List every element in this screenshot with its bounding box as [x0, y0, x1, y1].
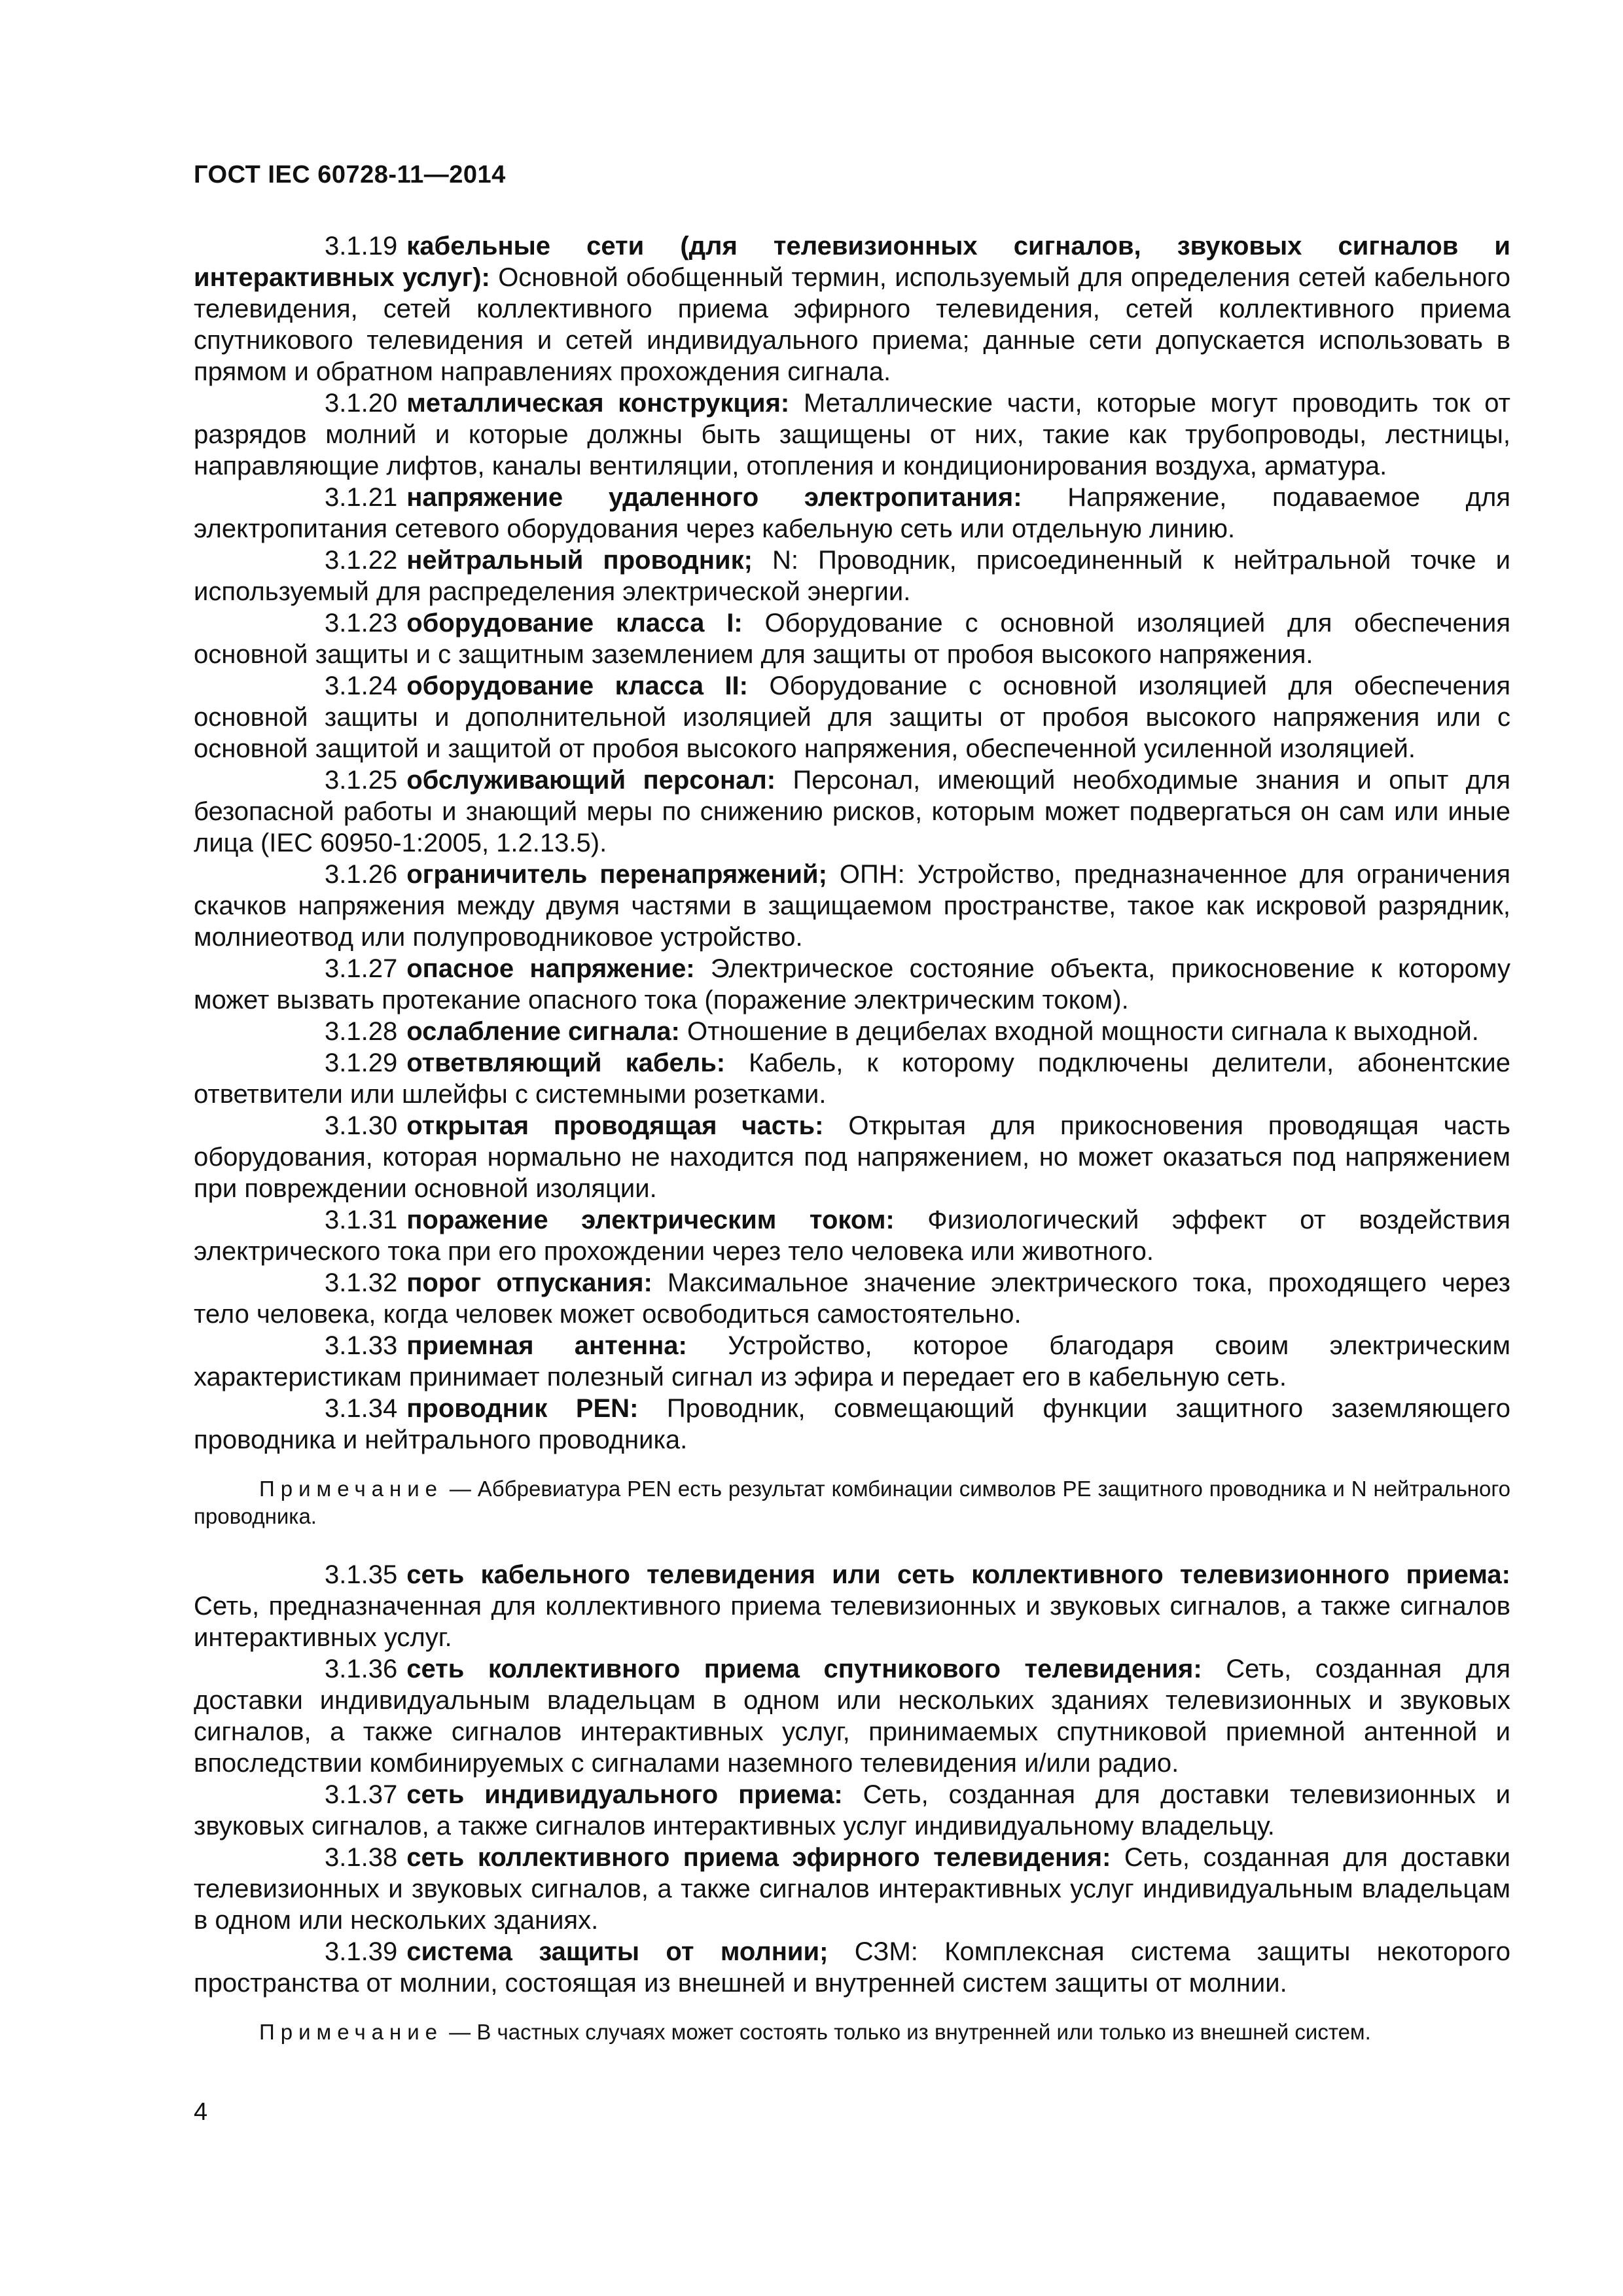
term-number: 3.1.21 — [325, 483, 398, 512]
term-number: 3.1.19 — [325, 232, 398, 260]
term-number: 3.1.25 — [325, 766, 398, 795]
note — [194, 2018, 1510, 2046]
term-number: 3.1.27 — [325, 954, 398, 983]
term-definition: Сеть, созданная для доставки телевизионных и звуковых сигналов, а также сигналов интерактивных услуг индивидуальным владельцам в одном или нескольких зданиях. — [194, 1843, 1510, 1935]
term-number: 3.1.23 — [325, 609, 398, 637]
term-entry — [194, 953, 1510, 1016]
term-definition: Оборудование с основной изоляцией для обеспечения основной защиты и дополнительной изоляцией для защиты от пробоя высокого напряжения или с основной защитой и защитой от пробоя высокого напряжения, обеспеченной усиленной изоляцией. — [194, 672, 1510, 763]
term-definition: Кабель, к которому подключены делители, абонентские ответвители или шлейфы с системными розетками. — [194, 1049, 1511, 1109]
terms-list — [194, 230, 1510, 1456]
term-definition: Сеть, созданная для доставки телевизионных и звуковых сигналов, а также сигналов интерактивных услуг индивидуальному владельцу. — [194, 1780, 1510, 1840]
term-definition: СЗМ: Комплексная система защиты некоторого пространства от молнии, состоящая из внешней и внутренней систем защиты от молнии. — [194, 1937, 1511, 1998]
term-number: 3.1.36 — [325, 1655, 398, 1683]
term-title: опасное напряжение: — [406, 954, 695, 983]
term-number: 3.1.39 — [325, 1937, 398, 1966]
term-entry — [194, 1267, 1510, 1330]
term-title: ответвляющий кабель: — [406, 1049, 726, 1077]
term-title: ослабление сигнала: — [406, 1017, 680, 1046]
term-title: приемная антенна: — [406, 1331, 687, 1360]
term-number: 3.1.35 — [325, 1560, 398, 1589]
terms-list — [194, 1559, 1510, 1999]
term-entry — [194, 1779, 1510, 1842]
term-entry — [194, 607, 1510, 670]
term-definition: Физиологический эффект от воздействия электрического тока при его прохождении через тело человека или животного. — [194, 1206, 1511, 1266]
term-title: металлическая конструкция: — [406, 389, 790, 418]
document-header: ГОСТ IEC 60728-11—2014 — [194, 161, 506, 188]
term-entry — [194, 1559, 1510, 1653]
document-body — [194, 230, 1510, 2046]
note-label: Примечание — [259, 2020, 444, 2044]
term-title: сеть индивидуального приема: — [406, 1780, 843, 1809]
term-definition: N: Проводник, присоединенный к нейтральной точке и используемый для распределения электрической энергии. — [194, 546, 1510, 606]
term-definition: Напряжение, подаваемое для электропитания сетевого оборудования через кабельную сеть или отдельную линию. — [194, 483, 1511, 543]
term-entry — [194, 859, 1510, 953]
term-entry — [194, 387, 1510, 482]
term-definition: Электрическое состояние объекта, прикосновение к которому может вызвать протекание опасного тока (поражение электрическим током). — [194, 954, 1510, 1014]
term-definition: Максимальное значение электрического тока, проходящего через тело человека, когда человек может освободиться самостоятельно. — [194, 1268, 1511, 1329]
term-entry — [194, 230, 1510, 387]
term-definition: Отношение в децибелах входной мощности сигнала к выходной. — [679, 1017, 1479, 1046]
term-title: сеть коллективного приема эфирного телевидения: — [406, 1843, 1111, 1872]
term-number: 3.1.28 — [325, 1017, 398, 1046]
term-number: 3.1.20 — [325, 389, 398, 418]
term-number: 3.1.22 — [325, 546, 398, 575]
term-definition: ОПН: Устройство, предназначенное для ограничения скачков напряжения между двумя частями в защищаемом пространстве, такое как искровой разрядник, молниеотвод или полупроводниковое устройство. — [194, 860, 1511, 952]
term-definition: Металлические части, которые могут проводить ток от разрядов молний и которые должны быть защищены от них, такие как трубопроводы, лестницы, направляющие лифтов, каналы вентиляции, отопления и кондиционирования воздуха, арматура. — [194, 389, 1510, 480]
term-definition: Сеть, созданная для доставки индивидуальным владельцам в одном или нескольких зданиях телевизионных и звуковых сигналов, а также сигналов интерактивных услуг, принимаемых спутниковой приемной антенной и впоследствии комбинируемых с сигналами наземного телевидения и/или радио. — [194, 1655, 1511, 1778]
term-title: порог отпускания: — [406, 1268, 652, 1297]
term-title: сеть кабельного телевидения или сеть коллективного телевизионного приема: — [406, 1560, 1510, 1589]
term-entry — [194, 670, 1510, 764]
term-entry — [194, 1842, 1510, 1936]
term-title: нейтральный проводник; — [406, 546, 753, 575]
note — [194, 1475, 1510, 1530]
term-entry — [194, 1330, 1510, 1393]
term-number: 3.1.33 — [325, 1331, 398, 1360]
term-title: ограничитель перенапряжений; — [406, 860, 827, 889]
term-number: 3.1.34 — [325, 1394, 398, 1423]
term-title: обслуживающий персонал: — [406, 766, 776, 795]
term-number: 3.1.31 — [325, 1206, 398, 1234]
term-title: оборудование класса I: — [406, 609, 743, 637]
term-entry — [194, 1204, 1510, 1267]
term-number: 3.1.37 — [325, 1780, 398, 1809]
term-entry — [194, 1393, 1510, 1456]
term-number: 3.1.24 — [325, 672, 398, 700]
term-title: кабельные сети (для телевизионных сигналов, звуковых сигналов и интерактивных услуг): — [194, 232, 1510, 292]
note-label: Примечание — [259, 1477, 444, 1501]
term-entry — [194, 1110, 1510, 1204]
page-number: 4 — [194, 2098, 208, 2126]
term-title: сеть коллективного приема спутникового телевидения: — [406, 1655, 1202, 1683]
term-title: проводник PEN: — [406, 1394, 639, 1423]
term-entry — [194, 1936, 1510, 1999]
term-title: открытая проводящая часть: — [406, 1111, 824, 1140]
term-title: оборудование класса II: — [406, 672, 748, 700]
term-number: 3.1.38 — [325, 1843, 398, 1872]
term-definition: Персонал, имеющий необходимые знания и опыт для безопасной работы и знающий меры по снижению рисков, которым может подвергаться он сам или иные лица (IEC 60950-1:2005, 1.2.13.5). — [194, 766, 1511, 857]
term-definition: Устройство, которое благодаря своим электрическим характеристикам принимает полезный сигнал из эфира и передает его в кабельную сеть. — [194, 1331, 1511, 1391]
term-title: поражение электрическим током: — [406, 1206, 895, 1234]
note-text: — Аббревиатура PEN есть результат комбинации символов PE защитного проводника и N нейтрального проводника. — [194, 1477, 1510, 1528]
term-entry — [194, 764, 1510, 859]
term-number: 3.1.29 — [325, 1049, 398, 1077]
note-text: — В частных случаях может состоять только из внутренней или только из внешней систем. — [443, 2020, 1371, 2044]
term-definition: Проводник, совмещающий функции защитного заземляющего проводника и нейтрального проводника. — [194, 1394, 1510, 1454]
term-number: 3.1.32 — [325, 1268, 398, 1297]
term-number: 3.1.26 — [325, 860, 398, 889]
term-number: 3.1.30 — [325, 1111, 398, 1140]
term-definition: Оборудование с основной изоляцией для обеспечения основной защиты и с защитным заземлением для защиты от пробоя высокого напряжения. — [194, 609, 1510, 669]
document-page — [194, 0, 1510, 2296]
term-entry — [194, 1047, 1510, 1110]
term-entry — [194, 1653, 1510, 1779]
term-title: напряжение удаленного электропитания: — [406, 483, 1022, 512]
term-definition: Основной обобщенный термин, используемый для определения сетей кабельного телевидения, сетей коллективного приема эфирного телевидения, сетей коллективного приема спутникового телевидения и сетей индивидуального приема; данные сети допускается использовать в прямом и обратном направлениях прохождения сигнала. — [194, 263, 1510, 386]
term-entry — [194, 482, 1510, 545]
term-definition: Сеть, предназначенная для коллективного приема телевизионных и звуковых сигналов, а также сигналов интерактивных услуг. — [194, 1592, 1510, 1652]
term-entry — [194, 545, 1510, 607]
term-definition: Открытая для прикосновения проводящая часть оборудования, которая нормально не находится под напряжением, но может оказаться под напряжением при повреждении основной изоляции. — [194, 1111, 1511, 1203]
term-entry — [194, 1016, 1510, 1047]
term-title: система защиты от молнии; — [406, 1937, 829, 1966]
